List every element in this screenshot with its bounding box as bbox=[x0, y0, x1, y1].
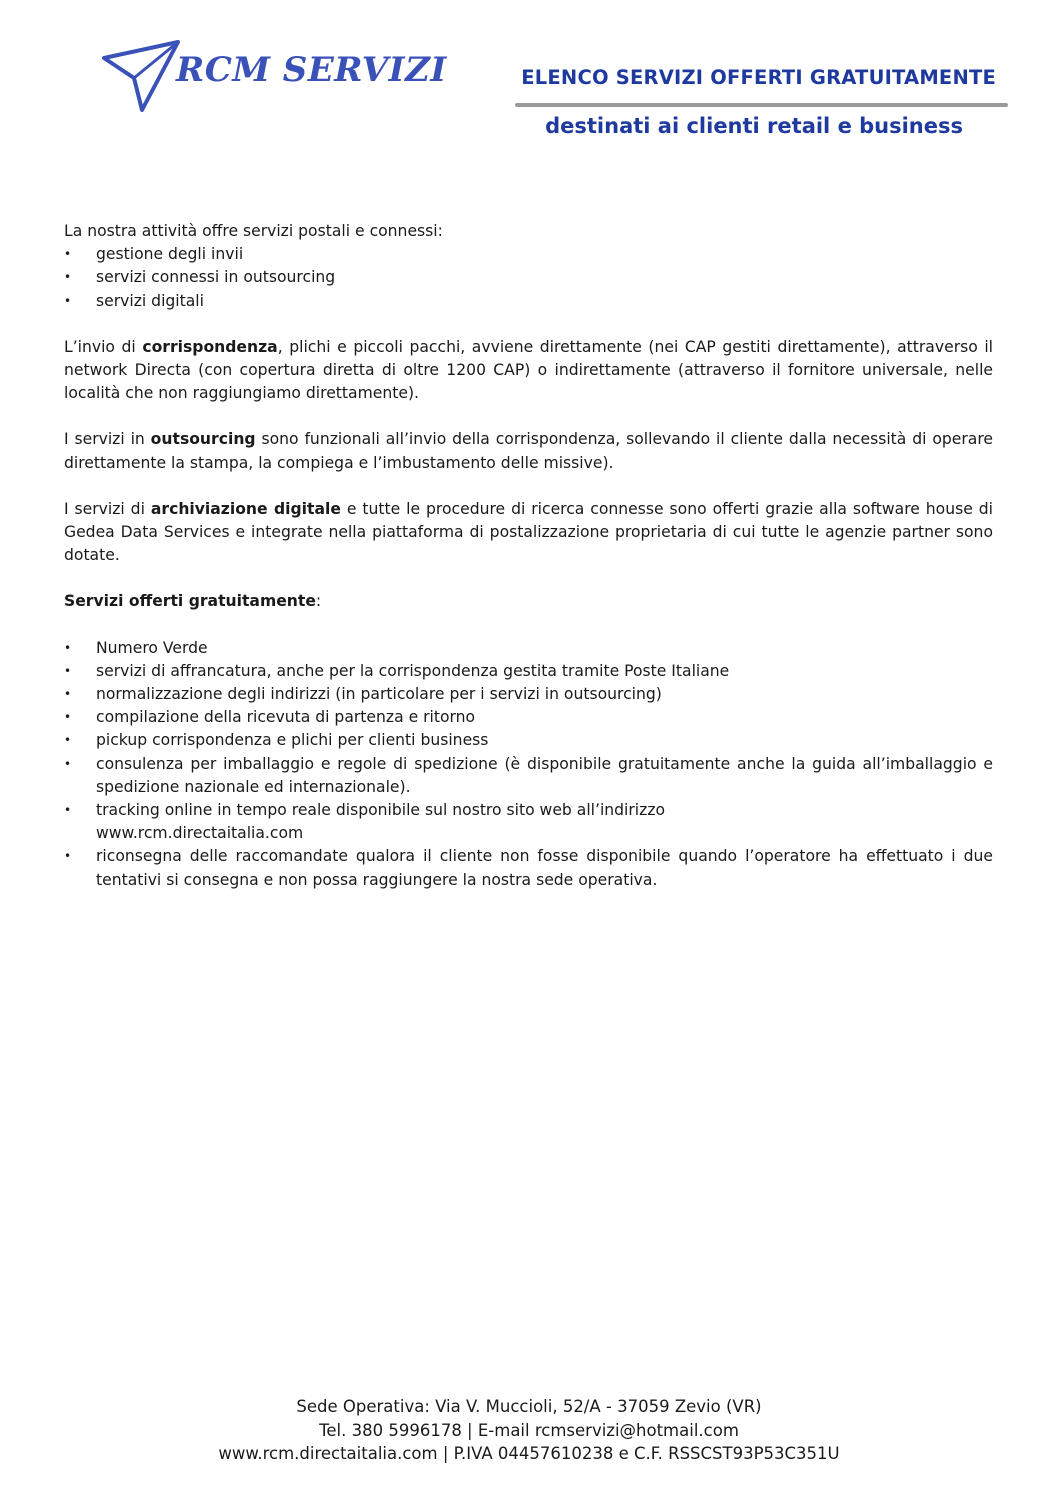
list-item: • gestione degli invii bbox=[64, 243, 993, 266]
tracking-link[interactable]: www.rcm.directaitalia.com bbox=[96, 824, 304, 843]
paragraph-corrispondenza: L’invio di corrispondenza, plichi e piccoli pacchi, avviene direttamente (nei CAP gestiti direttamente), attraverso il network Directa (con copertura diretta di oltre 1200 CAP) o indirettamente (attraverso il fornitore universale, nelle località che non raggiungiamo direttamente). bbox=[64, 337, 993, 403]
document-subtitle: destinati ai clienti retail e business bbox=[545, 114, 963, 138]
intro-list bbox=[64, 243, 993, 313]
document-title: ELENCO SERVIZI OFFERTI GRATUITAMENTE bbox=[521, 66, 996, 89]
list-item: • tracking online in tempo reale disponibile sul nostro sito web all’indirizzo www.rcm.directaitalia.com bbox=[64, 799, 993, 845]
paper-plane-icon bbox=[100, 38, 180, 114]
list-item: • riconsegna delle raccomandate qualora il cliente non fosse disponibile quando l’operatore ha effettuato i due tentativi si consegna e non possa raggiungere la nostra sede operativa. bbox=[64, 845, 993, 891]
list-item: • consulenza per imballaggio e regole di spedizione (è disponibile gratuitamente anche la guida all’imballaggio e spedizione nazionale ed internazionale). bbox=[64, 753, 993, 799]
list-item: • normalizzazione degli indirizzi (in particolare per i servizi in outsourcing) bbox=[64, 683, 993, 706]
services-heading: Servizi offerti gratuitamente: bbox=[64, 592, 322, 611]
footer-address: Sede Operativa: Via V. Muccioli, 52/A - 37059 Zevio (VR) bbox=[296, 1397, 762, 1416]
intro-text: La nostra attività offre servizi postali e connessi: bbox=[64, 222, 443, 240]
list-item: • pickup corrispondenza e plichi per clienti business bbox=[64, 729, 993, 752]
list-item: • servizi connessi in outsourcing bbox=[64, 266, 993, 289]
bold-term: archiviazione digitale bbox=[150, 499, 341, 518]
page-footer bbox=[0, 1395, 1058, 1466]
bold-term: corrispondenza bbox=[142, 337, 278, 356]
list-item: • servizi di affrancatura, anche per la corrispondenza gestita tramite Poste Italiane bbox=[64, 660, 993, 683]
paragraph-outsourcing: I servizi in outsourcing sono funzionali all’invio della corrispondenza, sollevando il cliente dalla necessità di operare direttamente la stampa, la compiega e l’imbustamento delle missive). bbox=[64, 430, 993, 472]
company-logo bbox=[100, 38, 447, 114]
list-item: • Numero Verde bbox=[64, 637, 993, 660]
paragraph-archiviazione: I servizi di archiviazione digitale e tutte le procedure di ricerca connesse sono offerti grazie alla software house di Gedea Data Services e integrate nella piattaforma di postalizzazione proprietaria di cui tutte le agenzie partner sono dotate. bbox=[64, 499, 993, 565]
list-item: • servizi digitali bbox=[64, 290, 993, 313]
title-divider bbox=[515, 103, 1008, 107]
bold-term: outsourcing bbox=[150, 430, 256, 449]
document-body bbox=[64, 220, 993, 892]
logo-text: RCM SERVIZI bbox=[176, 50, 447, 90]
services-list bbox=[64, 637, 993, 892]
footer-legal: www.rcm.directaitalia.com | P.IVA 04457610238 e C.F. RSSCST93P53C351U bbox=[218, 1444, 840, 1463]
footer-contacts: Tel. 380 5996178 | E-mail rcmservizi@hotmail.com bbox=[319, 1420, 739, 1440]
list-item: • compilazione della ricevuta di partenza e ritorno bbox=[64, 706, 993, 729]
